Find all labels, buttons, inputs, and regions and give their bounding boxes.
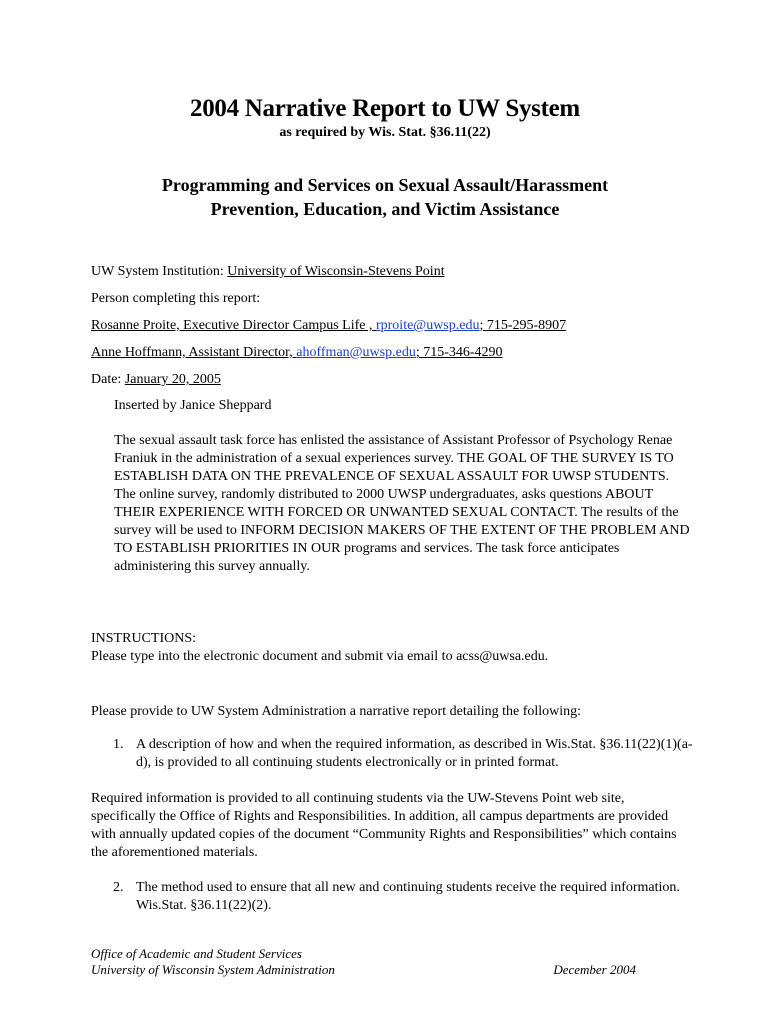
footer-university: University of Wisconsin System Administration xyxy=(91,962,335,977)
provide-paragraph: Please provide to UW System Administration a narrative report detailing the following: xyxy=(91,704,582,719)
contact-name: Anne Hoffmann, Assistant Director, xyxy=(91,345,297,360)
institution-value: University of Wisconsin-Stevens Point xyxy=(227,264,445,279)
list-item-text: A description of how and when the required information, as described in Wis.Stat. §36.11(22)(1)(a-d), is provided to all continuing students electronically or in printed format. xyxy=(136,737,693,770)
institution-label: UW System Institution: xyxy=(91,264,228,279)
list-item-number: 1. xyxy=(113,737,124,752)
instructions-block xyxy=(91,630,711,666)
section-heading xyxy=(0,173,770,221)
contact-phone: ; 715-346-4290 xyxy=(415,345,503,360)
contact-email-link[interactable]: ahoffman@uwsp.edu xyxy=(296,345,416,360)
institution-line xyxy=(91,264,445,280)
instructions-text: Please type into the electronic document and submit via email to acss@uwsa.edu. xyxy=(91,649,549,664)
survey-paragraph: The sexual assault task force has enlisted the assistance of Assistant Professor of Psychology Renae Franiuk in the administration of a sexual experiences survey. THE GOAL OF THE SURVEY IS TO ESTABLISH DATA ON THE PREVALENCE OF SEXUAL ASSAULT FOR UWSP STUDENTS. The online survey, randomly distributed to 2000 UWSP undergraduates, asks questions ABOUT THEIR EXPERIENCE WITH FORCED OR UNWANTED SEXUAL CONTACT. The results of the survey will be used to INFORM DECISION MAKERS OF THE EXTENT OF THE PROBLEM AND TO ESTABLISH PRIORITIES IN OUR programs and services. The task force anticipates administering this survey annually. xyxy=(114,433,690,574)
footer-office: Office of Academic and Student Services xyxy=(91,946,302,961)
date-label: Date: xyxy=(91,372,125,387)
section-heading-line-2: Prevention, Education, and Victim Assistance xyxy=(210,199,560,219)
inserted-by-note: Inserted by Janice Sheppard xyxy=(114,398,272,413)
date-value: January 20, 2005 xyxy=(124,372,221,387)
document-subtitle: as required by Wis. Stat. §36.11(22) xyxy=(279,125,491,140)
section-heading-line-1: Programming and Services on Sexual Assault/Harassment xyxy=(161,175,609,195)
document-title: 2004 Narrative Report to UW System xyxy=(190,95,580,122)
list-item-text: The method used to ensure that all new and continuing students receive the required information. Wis.Stat. §36.11(22)(2). xyxy=(136,880,680,913)
footer-date: December 2004 xyxy=(553,962,636,977)
contact-name: Rosanne Proite, Executive Director Campus Life , xyxy=(91,318,376,333)
date-line xyxy=(91,372,221,388)
list-item-number: 2. xyxy=(113,880,124,895)
contact-line-2 xyxy=(91,345,503,361)
contact-email-link[interactable]: rproite@uwsp.edu xyxy=(375,318,480,333)
contact-phone: ; 715-295-8907 xyxy=(479,318,567,333)
contact-line-1 xyxy=(91,318,566,334)
person-label: Person completing this report: xyxy=(91,291,261,306)
required-info-paragraph: Required information is provided to all continuing students via the UW-Stevens Point web site, specifically the Office of Rights and Responsibilities. In addition, all campus departments are provided with annually updated copies of the document “Community Rights and Responsibilities” which contains the aforementioned materials. xyxy=(91,791,677,860)
instructions-label: INSTRUCTIONS: xyxy=(91,631,197,646)
page-footer xyxy=(91,946,636,978)
